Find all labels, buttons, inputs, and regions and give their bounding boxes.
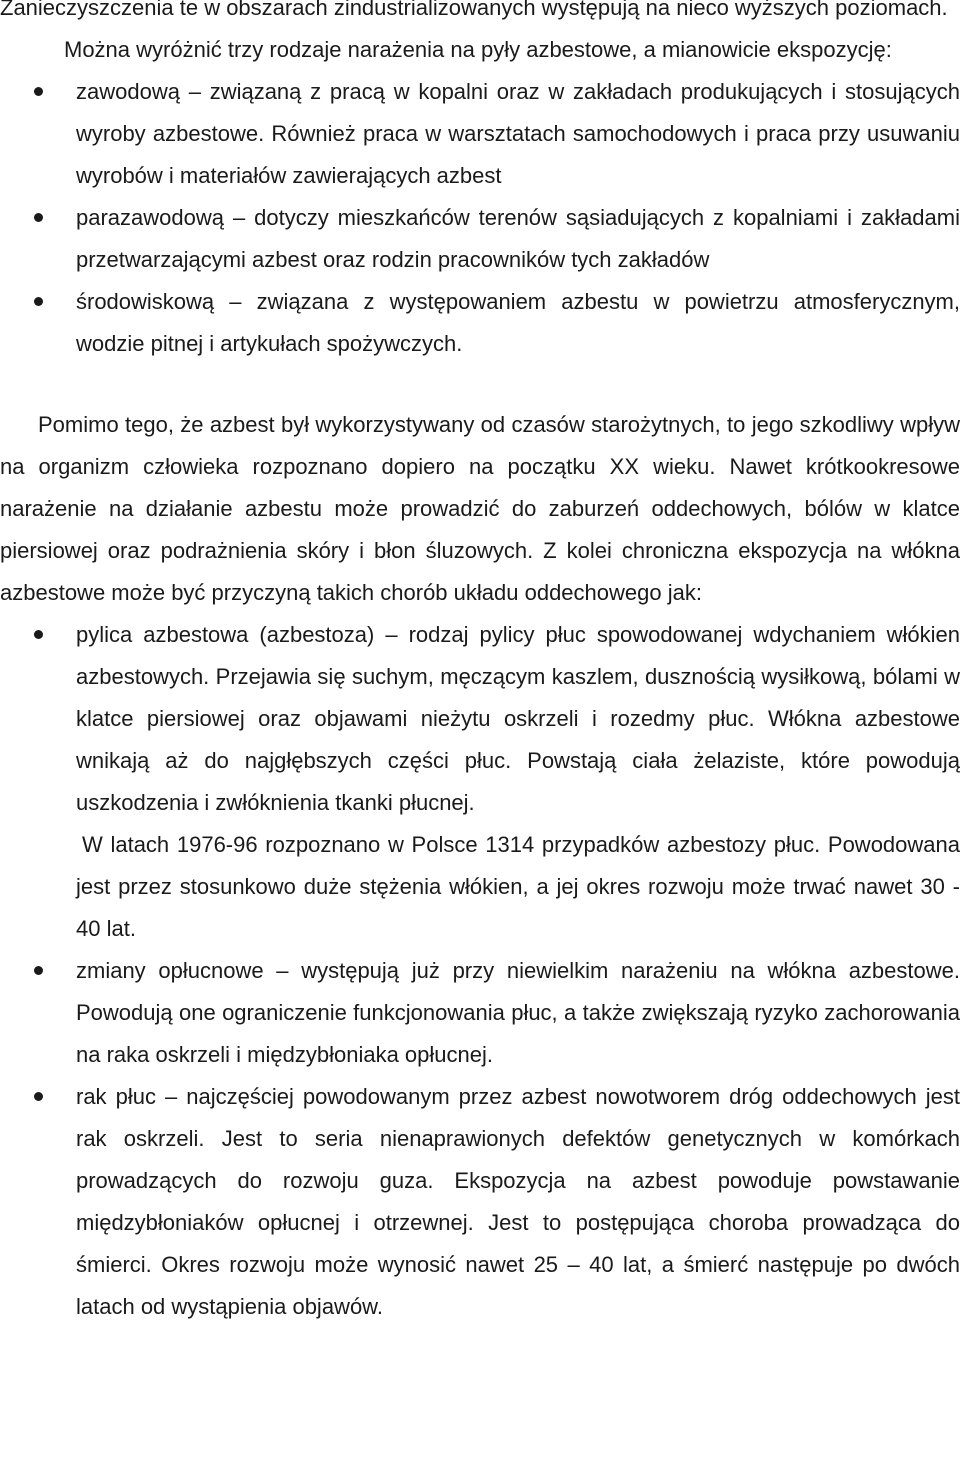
list-item xyxy=(0,614,960,824)
exposure-intro-paragraph: Można wyróżnić trzy rodzaje narażenia na pyły azbestowe, a mianowicie ekspozycję: xyxy=(64,37,892,62)
bullet-icon xyxy=(34,630,43,639)
bullet-icon xyxy=(34,87,43,96)
bullet-icon xyxy=(34,1092,43,1101)
paragraph-spacer xyxy=(0,365,960,404)
list-item xyxy=(0,71,960,197)
list-item-text: pylica azbestowa (azbestoza) – rodzaj pylicy płuc spowodowanej wdychaniem włókien azbestowych. Przejawia się suchym, męczącym kaszlem, dusznością wysiłkową, bólami w klatce piersiowej oraz objawami nieżytu oskrzeli i rozedmy płuc. Włókna azbestowe wnikają aż do najgłębszych części płuc. Powstają ciała żelaziste, które powodują uszkodzenia i zwłóknienia tkanki płucnej. xyxy=(76,622,960,815)
list-item xyxy=(0,950,960,1076)
asbestosis-note xyxy=(0,824,960,950)
exposure-types-list xyxy=(0,71,960,365)
bullet-icon xyxy=(34,213,43,222)
bullet-icon xyxy=(34,297,43,306)
diseases-list xyxy=(0,614,960,824)
bullet-icon xyxy=(34,966,43,975)
list-item-text: środowiskową – związana z występowaniem azbestu w powietrzu atmosferycznym, wodzie pitnej i artykułach spożywczych. xyxy=(76,289,960,356)
list-item xyxy=(0,1076,960,1328)
list-item-text: parazawodową – dotyczy mieszkańców terenów sąsiadujących z kopalniami i zakładami przetwarzającymi azbest oraz rodzin pracowników tych zakładów xyxy=(76,205,960,272)
list-item-text: zmiany opłucnowe – występują już przy niewielkim narażeniu na włókna azbestowe. Powodują one ograniczenie funkcjonowania płuc, a także zwiększają ryzyko zachorowania na raka oskrzeli i międzybłoniaka opłucnej. xyxy=(76,958,960,1067)
list-item-text: rak płuc – najczęściej powodowanym przez azbest nowotworem dróg oddechowych jest rak oskrzeli. Jest to seria nienaprawionych defektów genetycznych w komórkach prowadzących do rozwoju guza. Ekspozycja na azbest powoduje powstawanie międzybłoniaków opłucnej i otrzewnej. Jest to postępująca choroba prowadząca do śmierci. Okres rozwoju może wynosić nawet 25 – 40 lat, a śmierć następuje po dwóch latach od wystąpienia objawów. xyxy=(76,1084,960,1319)
asbestosis-note-text: W latach 1976-96 rozpoznano w Polsce 1314 przypadków azbestozy płuc. Powodowana jest przez stosunkowo duże stężenia włókien, a jej okres rozwoju może trwać nawet 30 - 40 lat. xyxy=(76,832,960,941)
intro-paragraph: Zanieczyszczenia te w obszarach zindustrializowanych występują na nieco wyższych poziomach. xyxy=(0,0,948,20)
health-effects-paragraph: Pomimo tego, że azbest był wykorzystywany od czasów starożytnych, to jego szkodliwy wpływ na organizm człowieka rozpoznano dopiero na początku XX wieku. Nawet krótkookresowe narażenie na działanie azbestu może prowadzić do zaburzeń oddechowych, bólów w klatce piersiowej oraz podrażnienia skóry i błon śluzowych. Z kolei chroniczna ekspozycja na włókna azbestowe może być przyczyną takich chorób układu oddechowego jak: xyxy=(0,412,960,605)
diseases-list-continued xyxy=(0,950,960,1328)
list-item xyxy=(0,197,960,281)
list-item xyxy=(0,281,960,365)
list-item-text: zawodową – związaną z pracą w kopalni oraz w zakładach produkujących i stosujących wyroby azbestowe. Również praca w warsztatach samochodowych i praca przy usuwaniu wyrobów i materiałów zawierających azbest xyxy=(76,79,960,188)
